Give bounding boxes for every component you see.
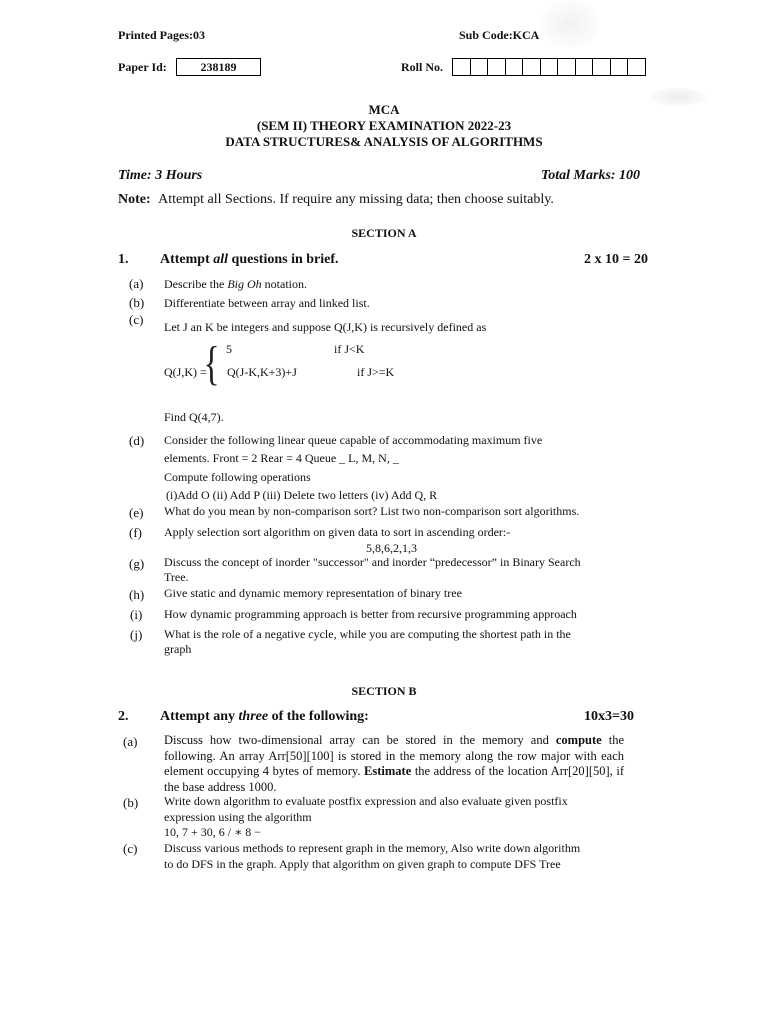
question-2b-line: expression using the algorithm [164, 810, 312, 824]
roll-no-cell [541, 59, 559, 75]
instruction-emphasis: three [238, 709, 269, 724]
question-1b: Differentiate between array and linked list. [164, 296, 370, 310]
question-1h: Give static and dynamic memory representation of binary tree [164, 586, 462, 600]
question-1g-line: Tree. [164, 570, 189, 584]
exam-title: (SEM II) THEORY EXAMINATION 2022-23 [256, 118, 512, 133]
roll-no-cell [471, 59, 489, 75]
question-2a [164, 733, 624, 795]
question-1i: How dynamic programming approach is better from recursive programming approach [164, 607, 577, 621]
roll-no-cell [611, 59, 629, 75]
roll-no-cell [506, 59, 524, 75]
item-label: (b) [129, 295, 145, 310]
question-1-marks: 2 x 10 = 20 [584, 252, 648, 267]
item-label: (d) [129, 433, 145, 448]
question-1e: What do you mean by non-comparison sort? List two non-comparison sort algorithms. [164, 504, 580, 518]
question-1j-line: graph [164, 642, 192, 656]
question-1f: Apply selection sort algorithm on given data to sort in ascending order:- [164, 525, 511, 539]
item-label: (b) [123, 795, 139, 810]
course-title: MCA [368, 102, 400, 117]
recursive-lhs: Q(J,K) = [164, 365, 207, 379]
question-1c: Let J an K be integers and suppose Q(J,K) is recursively defined as [164, 320, 487, 334]
subject-title: DATA STRUCTURES& ANALYSIS OF ALGORITHMS [225, 134, 543, 149]
find-instruction: Find Q(4,7). [164, 410, 224, 424]
total-marks: Total Marks: 100 [541, 168, 641, 183]
roll-no-cell [628, 59, 645, 75]
sort-data: 5,8,6,2,1,3 [366, 541, 417, 555]
roll-no-cell [523, 59, 541, 75]
item-label: (c) [123, 841, 138, 856]
instruction-text: Attempt any [160, 709, 239, 724]
exam-time: Time: 3 Hours [118, 168, 203, 183]
question-1-instruction [160, 252, 339, 268]
question-2b-line: Write down algorithm to evaluate postfix expression and also evaluate given postfix [164, 794, 568, 808]
question-2c-line: Discuss various methods to represent graph in the memory, Also write down algorithm [164, 841, 581, 855]
question-emphasis: Big Oh [227, 277, 262, 291]
instruction-text: of the following: [268, 709, 369, 724]
roll-no-boxes [452, 58, 646, 76]
paper-id-box [176, 58, 261, 76]
question-emphasis: compute [555, 733, 602, 747]
roll-no-cell [593, 59, 611, 75]
question-emphasis: Estimate [364, 764, 412, 778]
question-text: the following. An array Arr[50][100] is stored in the memory along the row major with each element occupying 4 bytes of memory. [164, 733, 624, 778]
question-1-number: 1. [118, 252, 129, 267]
note-label: Note: [118, 192, 151, 207]
question-text: Describe the [164, 277, 228, 291]
section-b-heading: SECTION B [351, 684, 417, 698]
question-2-marks: 10x3=30 [584, 709, 634, 724]
instruction-text: questions in brief. [228, 252, 339, 267]
item-label: (i) [130, 607, 143, 622]
roll-no-cell [488, 59, 506, 75]
item-label: (h) [129, 587, 145, 602]
question-2c-line: to do DFS in the graph. Apply that algorithm on given graph to compute DFS Tree [164, 857, 561, 871]
question-text: notation. [261, 277, 307, 291]
question-1g-line: Discuss the concept of inorder "successor" and inorder “predecessor” in Binary Search [164, 555, 581, 569]
item-label: (c) [129, 312, 144, 327]
case-2-value: Q(J-K,K+3)+J [227, 365, 297, 379]
question-text: the address of the location Arr[20][50], if the base address 1000. [164, 764, 625, 794]
instruction-text: Attempt [160, 252, 214, 267]
question-2-number: 2. [118, 709, 129, 724]
paper-id-value: 238189 [200, 60, 237, 74]
scan-smudge [540, 0, 600, 48]
question-1j-line: What is the role of a negative cycle, while you are computing the shortest path in the [164, 627, 571, 641]
question-text: Discuss how two-dimensional array can be stored in the memory and [164, 733, 556, 747]
brace-symbol: { [203, 337, 220, 390]
roll-no-cell [453, 59, 471, 75]
question-1d-line: Compute following operations [164, 470, 311, 484]
question-1a [164, 277, 307, 292]
roll-no-cell [576, 59, 594, 75]
case-1-condition: if J<K [334, 342, 365, 356]
item-label: (a) [123, 734, 138, 749]
item-label: (f) [129, 525, 142, 540]
paper-id-label: Paper Id: [118, 60, 167, 74]
item-label: (a) [129, 276, 144, 291]
sub-code: Sub Code:KCA [459, 28, 540, 42]
instruction-emphasis: all [213, 252, 229, 267]
case-2-condition: if J>=K [357, 365, 395, 379]
question-1d-line: (i)Add O (ii) Add P (iii) Delete two letters (iv) Add Q, R [166, 488, 438, 502]
postfix-expression: 10, 7 + 30, 6 / ∗ 8 − [164, 825, 262, 839]
item-label: (e) [129, 505, 144, 520]
note-text: Attempt all Sections. If require any missing data; then choose suitably. [158, 192, 554, 207]
question-1d-line: elements. Front = 2 Rear = 4 Queue _ L, M, N, _ [164, 451, 399, 465]
note [118, 192, 554, 208]
case-1-value: 5 [226, 342, 232, 356]
printed-pages: Printed Pages:03 [118, 28, 205, 42]
roll-no-cell [558, 59, 576, 75]
question-2-instruction [160, 709, 369, 725]
item-label: (g) [129, 556, 145, 571]
item-label: (j) [130, 627, 143, 642]
section-a-heading: SECTION A [351, 226, 417, 240]
roll-no-label: Roll No. [401, 60, 443, 74]
question-1d-line: Consider the following linear queue capable of accommodating maximum five [164, 433, 543, 447]
